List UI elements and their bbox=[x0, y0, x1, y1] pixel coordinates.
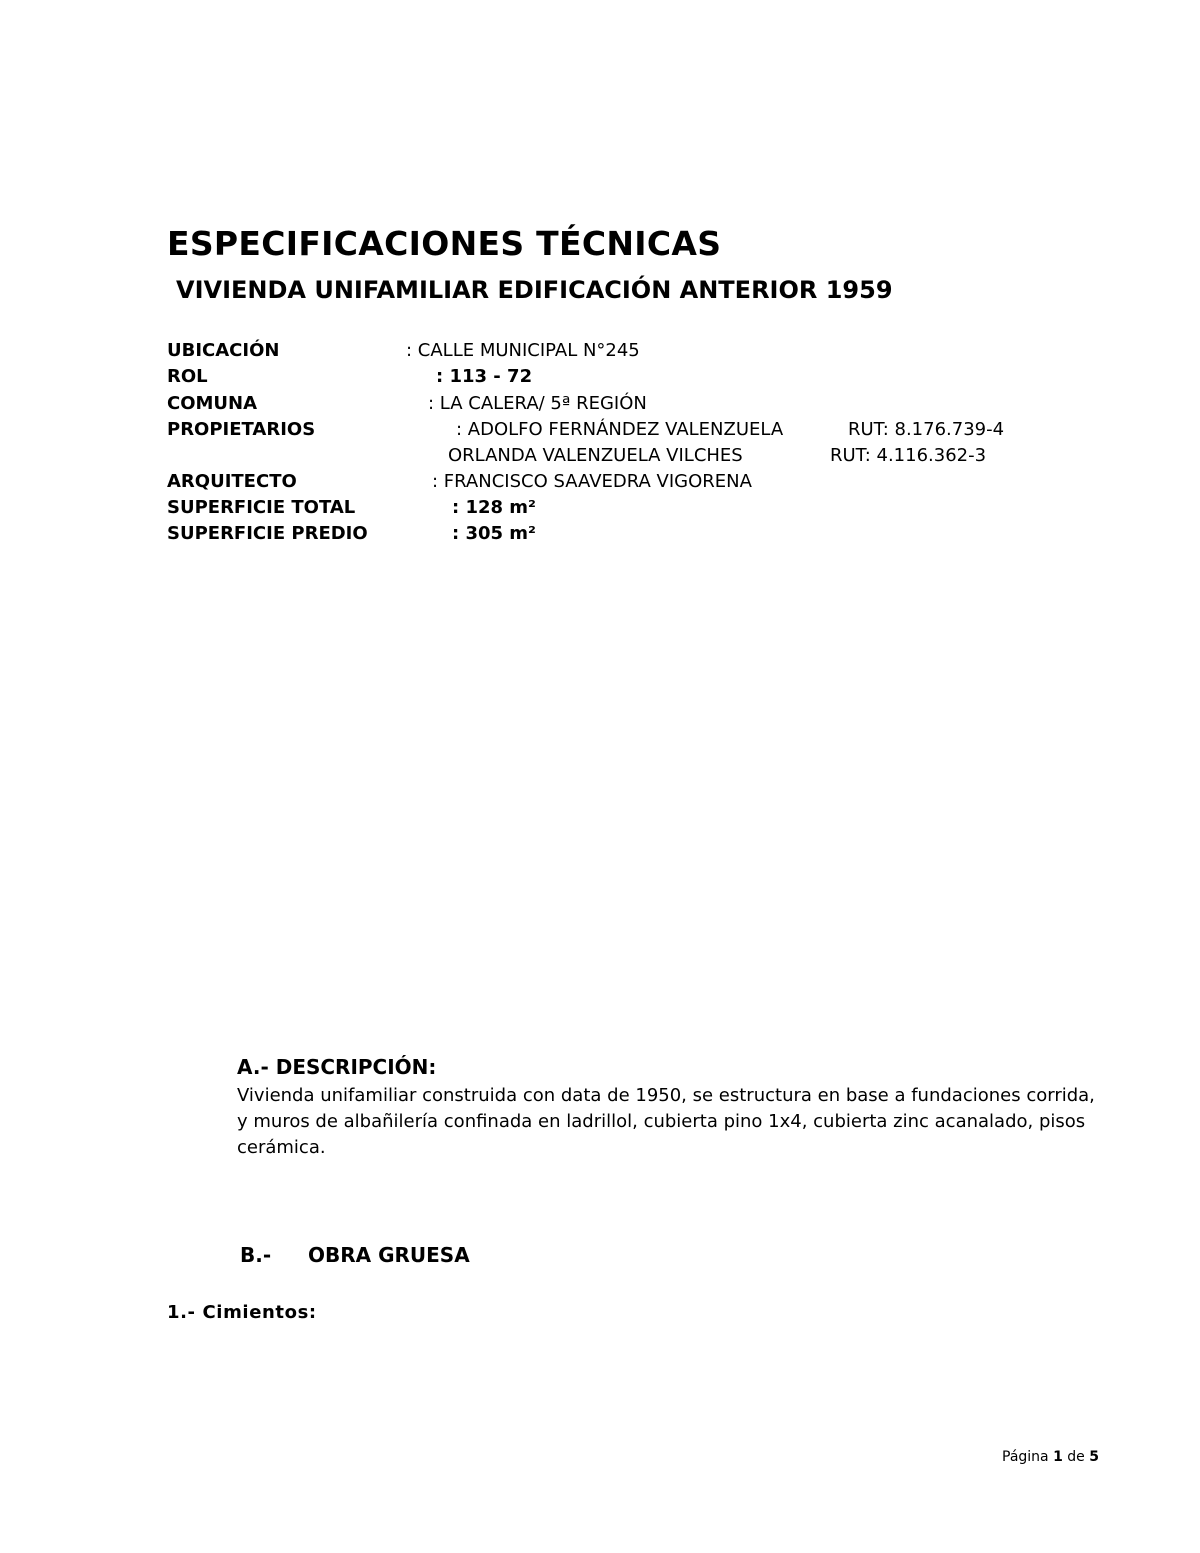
comuna-label: COMUNA bbox=[167, 393, 258, 414]
ubicacion-value: : CALLE MUNICIPAL N°245 bbox=[406, 340, 640, 361]
footer-page-total: 5 bbox=[1089, 1449, 1099, 1465]
section-b-title: OBRA GRUESA bbox=[308, 1243, 470, 1267]
section-b-number: B.- bbox=[240, 1243, 272, 1267]
arquitecto-label: ARQUITECTO bbox=[167, 471, 297, 492]
superficie-total-value: : 128 m² bbox=[452, 497, 536, 518]
owner1-rut: RUT: 8.176.739-4 bbox=[848, 419, 1005, 440]
superficie-predio-value: : 305 m² bbox=[452, 523, 536, 544]
owner1-name: : ADOLFO FERNÁNDEZ VALENZUELA bbox=[456, 419, 784, 440]
footer-page-current: 1 bbox=[1053, 1449, 1063, 1465]
document-subtitle: VIVIENDA UNIFAMILIAR EDIFICACIÓN ANTERIOR 1959 bbox=[176, 276, 893, 304]
section-a-description: Vivienda unifamiliar construida con data de 1950, se estructura en base a fundaciones corrida, y muros de albañilería confinada en ladrillol, cubierta pino 1x4, cubierta zinc acanalado, pisos cerámica. bbox=[237, 1085, 1095, 1158]
footer-page-word: Página bbox=[1002, 1449, 1049, 1465]
arquitecto-value: : FRANCISCO SAAVEDRA VIGORENA bbox=[432, 471, 752, 492]
superficie-predio-label: SUPERFICIE PREDIO bbox=[167, 523, 368, 544]
ubicacion-label: UBICACIÓN bbox=[167, 340, 280, 361]
superficie-total-label: SUPERFICIE TOTAL bbox=[167, 497, 356, 518]
footer-of-word: de bbox=[1067, 1449, 1085, 1465]
rol-label: ROL bbox=[167, 366, 208, 387]
item-cimientos: 1.- Cimientos: bbox=[167, 1302, 317, 1323]
document-title: ESPECIFICACIONES TÉCNICAS bbox=[167, 224, 722, 263]
owner2-rut: RUT: 4.116.362-3 bbox=[830, 445, 987, 466]
page-footer bbox=[1002, 1449, 1099, 1465]
rol-value: : 113 - 72 bbox=[436, 366, 533, 387]
owner2-name: ORLANDA VALENZUELA VILCHES bbox=[448, 445, 743, 466]
section-a-title: A.- DESCRIPCIÓN: bbox=[237, 1055, 437, 1079]
propietarios-label: PROPIETARIOS bbox=[167, 419, 316, 440]
comuna-value: : LA CALERA/ 5ª REGIÓN bbox=[428, 393, 647, 414]
